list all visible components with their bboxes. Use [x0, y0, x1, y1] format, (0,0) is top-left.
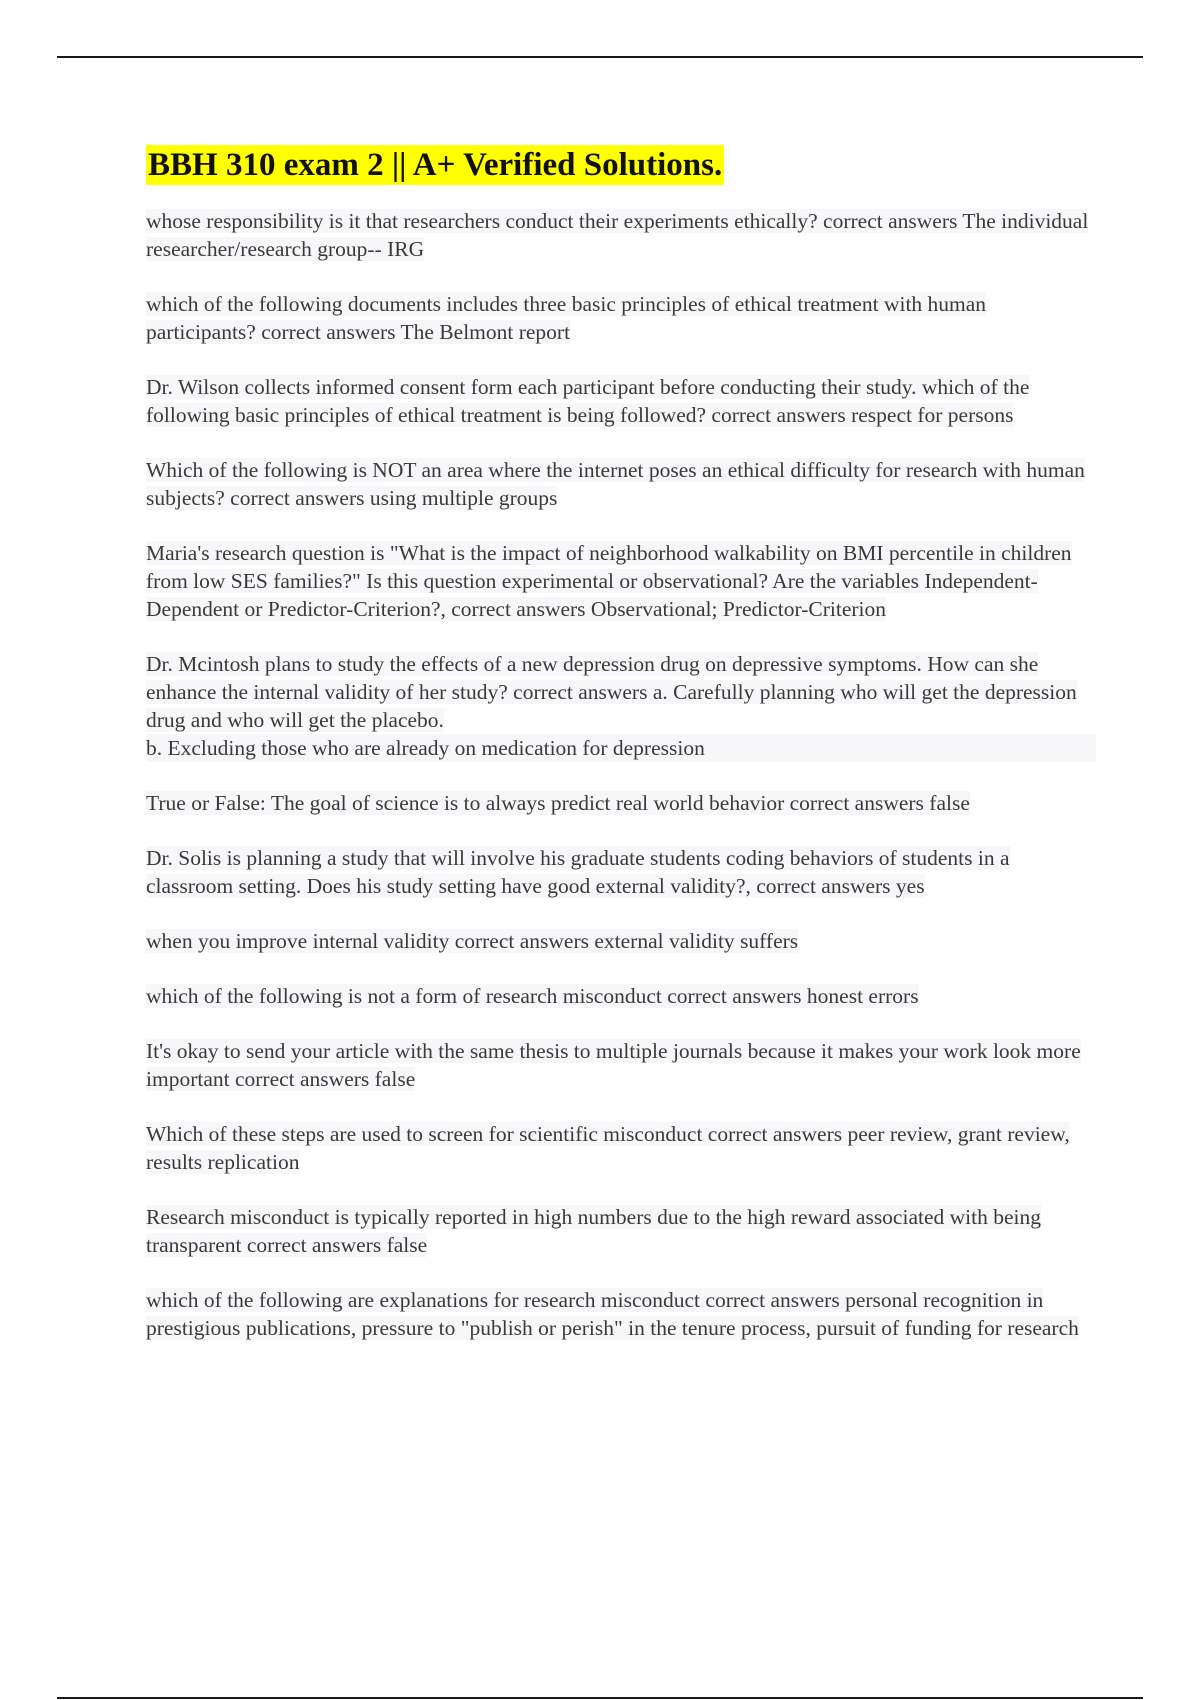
qa-text: Dr. Solis is planning a study that will involve his graduate students coding behaviors of students in a classroom setting. Does his study setting have good external validity?, correct answers yes	[146, 846, 1010, 898]
qa-item	[146, 1120, 1096, 1176]
top-rule	[57, 56, 1143, 58]
qa-item	[146, 207, 1096, 263]
qa-text: It's okay to send your article with the same thesis to multiple journals because it makes your work look more important correct answers false	[146, 1039, 1081, 1091]
qa-item	[146, 982, 1096, 1010]
qa-item	[146, 927, 1096, 955]
document-body	[146, 145, 1096, 1369]
qa-text: which of the following is not a form of research misconduct correct answers honest errors	[146, 984, 919, 1008]
qa-text: True or False: The goal of science is to always predict real world behavior correct answers false	[146, 791, 970, 815]
qa-item	[146, 539, 1096, 623]
qa-text: whose responsibility is it that researchers conduct their experiments ethically? correct answers The individual researcher/research group-- IRG	[146, 209, 1089, 261]
qa-item	[146, 1037, 1096, 1093]
qa-text: Research misconduct is typically reported in high numbers due to the high reward associated with being transparent correct answers false	[146, 1205, 1042, 1257]
qa-item	[146, 650, 1096, 762]
qa-item	[146, 844, 1096, 900]
qa-text: Dr. Mcintosh plans to study the effects of a new depression drug on depressive symptoms. How can she enhance the internal validity of her study? correct answers a. Carefully planning who will get the depression drug and who will get the placebo.	[146, 652, 1077, 732]
qa-text: Dr. Wilson collects informed consent form each participant before conducting their study. which of the following basic principles of ethical treatment is being followed? correct answers respect for persons	[146, 375, 1030, 427]
qa-text-continued: b. Excluding those who are already on medication for depression	[146, 734, 1096, 762]
document-title: BBH 310 exam 2 || A+ Verified Solutions.	[148, 147, 723, 183]
qa-item	[146, 789, 1096, 817]
qa-text: which of the following documents includes three basic principles of ethical treatment with human participants? correct answers The Belmont report	[146, 292, 987, 344]
qa-text: Which of the following is NOT an area where the internet poses an ethical difficulty for research with human subjects? correct answers using multiple groups	[146, 458, 1085, 510]
qa-item	[146, 290, 1096, 346]
qa-text: Which of these steps are used to screen for scientific misconduct correct answers peer review, grant review, results replication	[146, 1122, 1070, 1174]
qa-item	[146, 373, 1096, 429]
qa-item	[146, 1286, 1096, 1342]
qa-text: which of the following are explanations for research misconduct correct answers personal recognition in prestigious publications, pressure to "publish or perish" in the tenure process, pursuit of funding for research	[146, 1288, 1079, 1340]
qa-item	[146, 456, 1096, 512]
bottom-rule	[57, 1697, 1143, 1699]
qa-text: Maria's research question is "What is the impact of neighborhood walkability on BMI percentile in children from low SES families?" Is this question experimental or observational? Are the variables Independent-Dependent or Predictor-Criterion?, correct answers Observational; Predictor-Criterion	[146, 541, 1072, 621]
qa-text: when you improve internal validity correct answers external validity suffers	[146, 929, 799, 953]
qa-item	[146, 1203, 1096, 1259]
